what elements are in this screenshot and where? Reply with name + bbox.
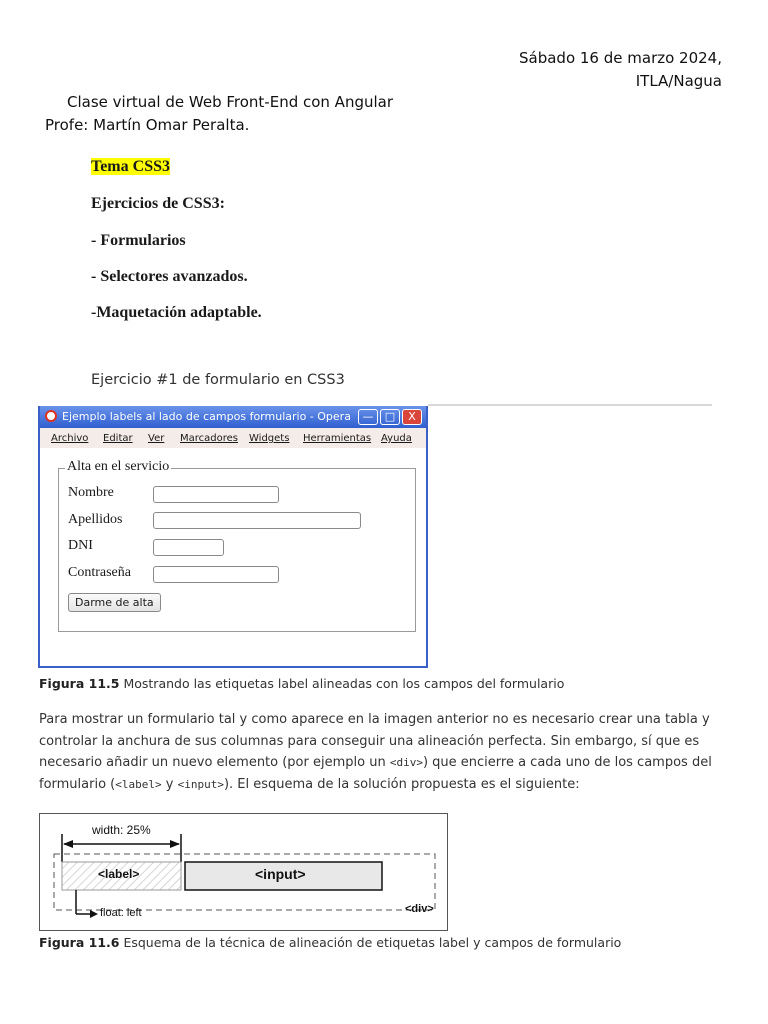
p4-code-input: <input> <box>177 777 224 791</box>
date-line: Sábado 16 de marzo 2024, <box>519 49 722 67</box>
menu-herramientas: Herramientas <box>303 433 372 444</box>
opera-logo-icon <box>45 410 57 422</box>
topic-highlight <box>91 158 170 176</box>
input-contrasena <box>153 566 279 583</box>
p4-text-a: formulario ( <box>39 776 116 792</box>
divider-line <box>428 404 712 406</box>
input-apellidos <box>153 512 361 529</box>
width-label: width: 25% <box>92 823 151 837</box>
opera-window-screenshot <box>38 406 428 668</box>
explanation-paragraph <box>39 709 712 795</box>
figure-11-5-text: Mostrando las etiquetas label alineadas con los campos del formulario <box>123 676 565 691</box>
topic-item-layout: -Maquetación adaptable. <box>91 304 262 321</box>
input-nombre <box>153 486 279 503</box>
alignment-diagram <box>39 813 448 931</box>
window-title: Ejemplo labels al lado de campos formulario - Opera <box>62 410 351 423</box>
paragraph-line-2: controlar la anchura de sus columnas para conseguir una alineación perfecta. Sin embargo, sí que es <box>39 733 700 749</box>
label-nombre: Nombre <box>68 485 114 500</box>
menubar <box>40 428 426 448</box>
label-contrasena: Contraseña <box>68 565 131 580</box>
float-label: float: left <box>100 907 142 919</box>
place-line: ITLA/Nagua <box>635 72 722 90</box>
figure-11-6-text: Esquema de la técnica de alineación de etiquetas label y campos de formulario <box>123 935 622 950</box>
label-dni: DNI <box>68 538 93 553</box>
darme-de-alta-button: Darme de alta <box>68 593 161 612</box>
width-arrow-right-head <box>170 840 180 848</box>
width-arrow-left-head <box>63 840 73 848</box>
p4-text-b: ). El esquema de la solución propuesta es el siguiente: <box>223 776 580 792</box>
topic-item-selectors: - Selectores avanzados. <box>91 268 248 285</box>
window-content <box>40 448 426 666</box>
minimize-icon: — <box>358 409 378 425</box>
menu-ver: Ver <box>148 433 165 444</box>
paragraph-line-3 <box>39 752 712 774</box>
menu-editar: Editar <box>103 433 133 444</box>
input-box-text: <input> <box>255 866 306 882</box>
paragraph-line-1: Para mostrar un formulario tal y como aparece en la imagen anterior no es necesario crear una tabla y <box>39 712 710 727</box>
paragraph-line-4 <box>39 774 712 796</box>
fieldset-legend: Alta en el servicio <box>67 459 170 474</box>
p3-code-div: <div> <box>389 756 423 769</box>
p3-text-b: ) que encierre a cada uno de los campos del <box>422 755 712 770</box>
teacher-line: Profe: Martín Omar Peralta. <box>45 116 250 134</box>
input-dni <box>153 539 224 556</box>
figure-11-6-number: Figura 11.6 <box>39 935 120 950</box>
p3-text-a: necesario añadir un nuevo elemento (por ejemplo un <box>39 755 390 770</box>
topic-item-forms: - Formularios <box>91 232 186 249</box>
close-icon: X <box>402 409 422 425</box>
label-box-text: <label> <box>98 867 140 881</box>
maximize-icon: □ <box>380 409 400 425</box>
p4-code-label: <label> <box>115 777 162 791</box>
class-line: Clase virtual de Web Front-End con Angular <box>67 93 394 111</box>
figure-11-5-caption <box>39 676 564 691</box>
menu-ayuda: Ayuda <box>381 433 412 444</box>
exercise-heading: Ejercicio #1 de formulario en CSS3 <box>91 372 345 388</box>
float-arrow-head <box>90 910 98 918</box>
form-fieldset <box>58 459 416 632</box>
window-titlebar <box>40 406 426 428</box>
tema-title: Tema CSS3 <box>91 158 170 175</box>
label-apellidos: Apellidos <box>68 512 123 527</box>
menu-marcadores: Marcadores <box>180 433 238 444</box>
p4-text-mid: y <box>161 776 178 792</box>
figure-11-6-caption <box>39 935 621 950</box>
exercises-title: Ejercicios de CSS3: <box>91 195 225 212</box>
menu-archivo: Archivo <box>51 433 89 444</box>
menu-widgets: Widgets <box>249 433 290 444</box>
figure-11-5-number: Figura 11.5 <box>39 676 120 691</box>
div-label: <div> <box>405 903 434 915</box>
